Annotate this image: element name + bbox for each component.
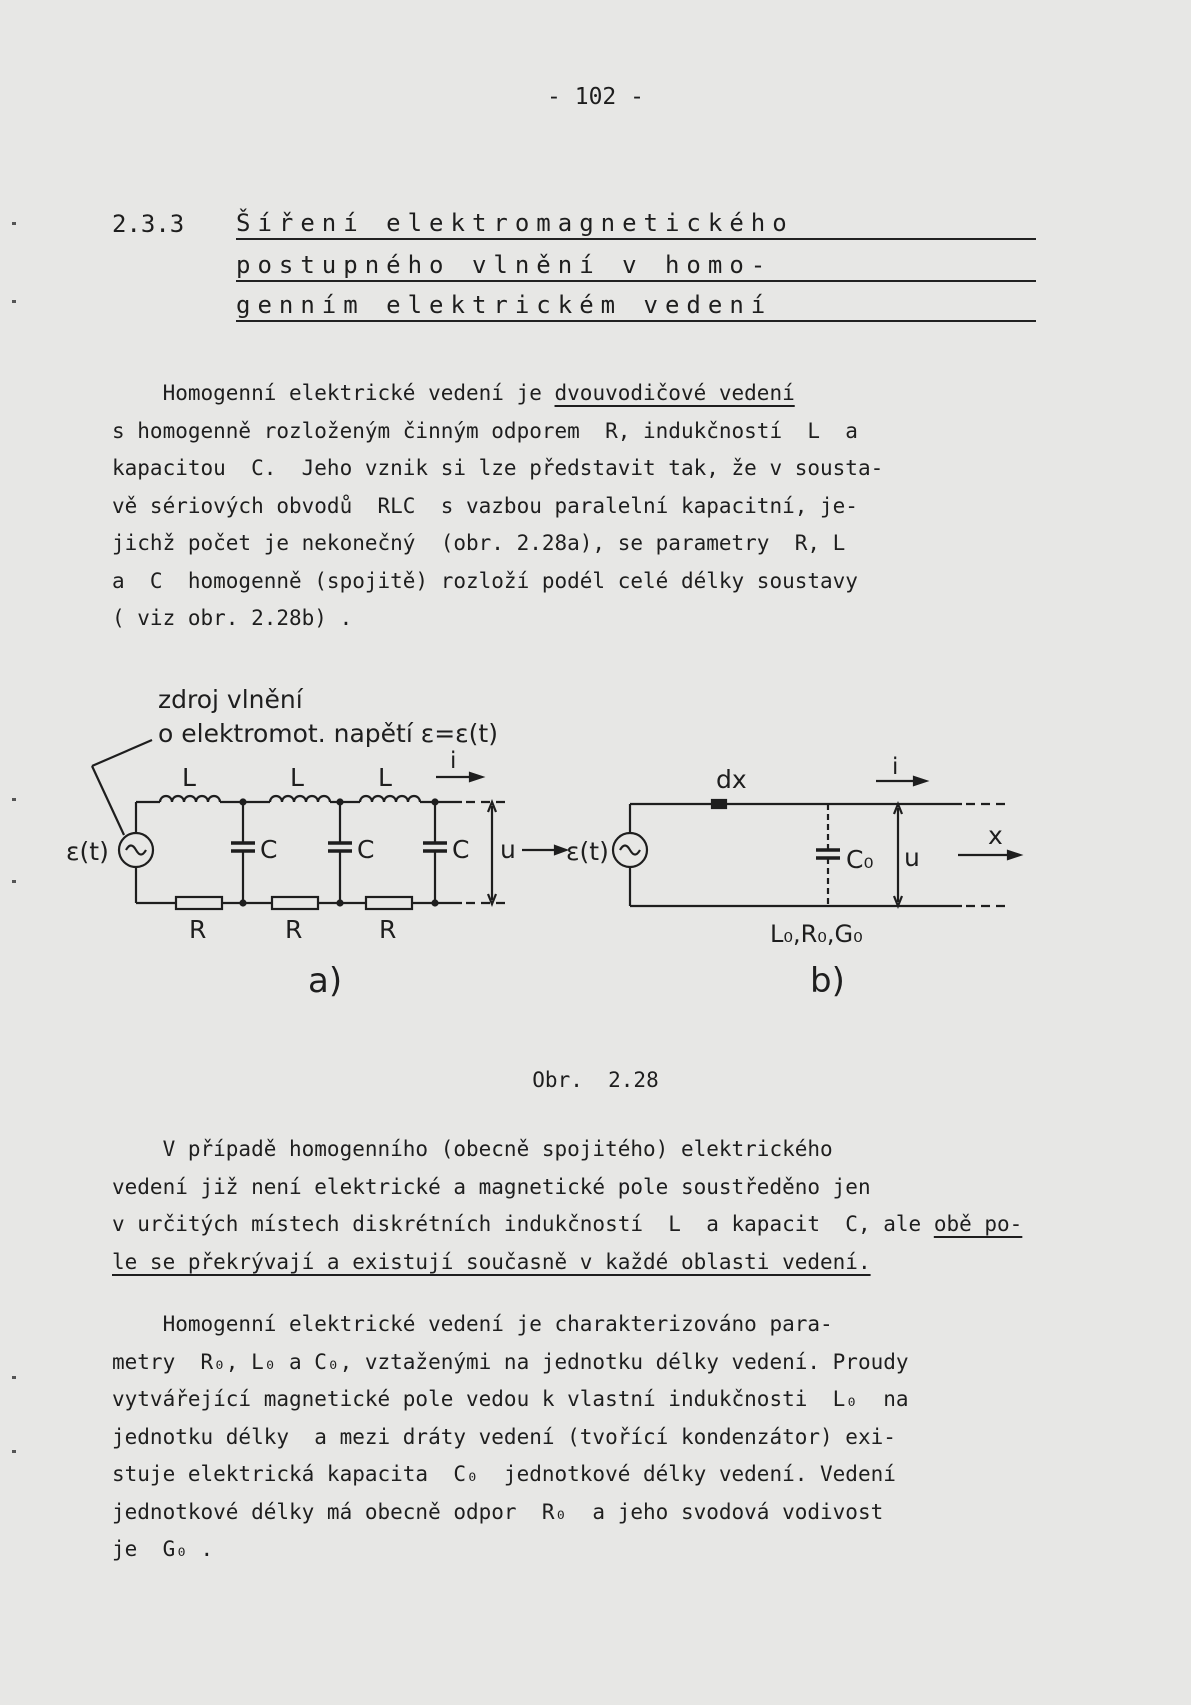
inductor-2 bbox=[270, 796, 330, 802]
scan-speck bbox=[12, 1450, 16, 1453]
junction-dot bbox=[241, 800, 246, 805]
paragraph-3 bbox=[112, 1306, 1072, 1569]
line-parameters-label: L₀,R₀,G₀ bbox=[770, 920, 863, 948]
paragraph-2-line-2: vedení již není elektrické a magnetické pole soustředěno jen bbox=[112, 1174, 871, 1199]
scan-speck bbox=[12, 1376, 16, 1379]
dx-element bbox=[712, 800, 726, 808]
paragraph-2 bbox=[112, 1131, 1072, 1281]
figure-b-label: b) bbox=[810, 961, 845, 1001]
emf-label-a: ε(t) bbox=[66, 837, 109, 866]
paragraph-1-line-1: Homogenní elektrické vedení je dvouvodičové vedení bbox=[112, 381, 795, 405]
source-label-1: zdroj vlnění bbox=[158, 685, 303, 714]
paragraph-1-line-5: jichž počet je nekonečný (obr. 2.28a), se parametry R, L bbox=[112, 531, 846, 555]
x-arrow-head bbox=[1008, 851, 1020, 859]
underlined-term: dvouvodičové vedení bbox=[554, 381, 795, 405]
paragraph-1-line-2: s homogenně rozloženým činným odporem R, indukčností L a bbox=[112, 418, 858, 443]
sine-symbol-b bbox=[620, 846, 640, 855]
figure-a-label: a) bbox=[308, 961, 343, 1001]
resistor-1 bbox=[176, 897, 222, 909]
paragraph-2-line-3: v určitých místech diskrétních indukčností L a kapacit C, ale obě po- bbox=[112, 1212, 1023, 1236]
paragraph-3-line-4: jednotku délky a mezi dráty vedení (tvořící kondenzátor) exi- bbox=[112, 1424, 896, 1449]
section-number: 2.3.3 bbox=[112, 210, 185, 238]
paragraph-3-line-7: je G₀ . bbox=[112, 1537, 214, 1561]
figure-2-28 bbox=[0, 660, 1191, 1020]
section-title-line-2: postupného vlnění v homo- bbox=[236, 250, 1036, 282]
underlined-phrase-start: obě po- bbox=[933, 1212, 1023, 1236]
resistor-3 bbox=[366, 897, 412, 909]
junction-dot bbox=[433, 800, 438, 805]
scan-speck bbox=[12, 222, 16, 225]
cap-b-label: C₀ bbox=[846, 845, 874, 874]
scan-speck bbox=[12, 880, 16, 883]
scan-speck bbox=[12, 300, 16, 303]
resistor-1-label: R bbox=[189, 915, 207, 944]
source-pointer-tail bbox=[92, 766, 124, 835]
current-arrow-a-head bbox=[470, 773, 482, 781]
junction-dot bbox=[241, 901, 246, 906]
paragraph-1-line-7: ( viz obr. 2.28b) . bbox=[112, 606, 353, 630]
inductor-1-label: L bbox=[182, 763, 196, 792]
cap-3-label: C bbox=[452, 835, 470, 864]
underlined-phrase-end: le se překrývají a existují současně v každé oblasti vedení. bbox=[112, 1249, 871, 1274]
source-label-2: o elektromot. napětí ε=ε(t) bbox=[158, 719, 498, 748]
voltage-label-a: u bbox=[500, 835, 516, 864]
sine-symbol-a bbox=[126, 846, 146, 855]
resistor-2-label: R bbox=[285, 915, 303, 944]
emf-label-b: ε(t) bbox=[566, 837, 609, 866]
junction-dot bbox=[433, 901, 438, 906]
cap-1-label: C bbox=[260, 835, 278, 864]
page-number: - 102 - bbox=[547, 84, 644, 110]
voltage-label-b: u bbox=[904, 843, 920, 872]
paragraph-3-line-2: metry R₀, L₀ a C₀, vztaženými na jednotku délky vedení. Proudy bbox=[112, 1349, 909, 1374]
paragraph-1 bbox=[112, 375, 1072, 638]
section-title-line-1: Šíření elektromagnetického bbox=[236, 208, 1036, 240]
section-title-line-3: genním elektrickém vedení bbox=[236, 290, 1036, 322]
paragraph-1-line-4: vě sériových obvodů RLC s vazbou paralelní kapacitní, je- bbox=[112, 493, 858, 518]
current-label-b: i bbox=[892, 754, 899, 780]
junction-dot bbox=[338, 800, 343, 805]
current-label-a: i bbox=[450, 748, 457, 774]
paragraph-2-line-4 bbox=[112, 1244, 1072, 1282]
paragraph-3-line-5: stuje elektrická kapacita C₀ jednotkové délky vedení. Vedení bbox=[112, 1462, 896, 1486]
scan-speck bbox=[12, 798, 16, 801]
paragraph-3-line-3: vytvářející magnetické pole vedou k vlastní indukčnosti L₀ na bbox=[112, 1387, 909, 1411]
source-pointer bbox=[92, 740, 152, 766]
inductor-3-label: L bbox=[378, 763, 392, 792]
current-arrow-b-head bbox=[914, 777, 926, 785]
cap-2-label: C bbox=[357, 835, 375, 864]
x-label: x bbox=[988, 821, 1003, 850]
dx-label: dx bbox=[716, 765, 747, 794]
junction-dot bbox=[338, 901, 343, 906]
paragraph-1-line-6: a C homogenně (spojitě) rozloží podél celé délky soustavy bbox=[112, 568, 858, 593]
resistor-2 bbox=[272, 897, 318, 909]
transition-arrow-head bbox=[555, 846, 566, 854]
paragraph-3-line-1: Homogenní elektrické vedení je charakterizováno para- bbox=[112, 1312, 833, 1336]
inductor-1 bbox=[160, 796, 220, 802]
inductor-2-label: L bbox=[290, 763, 304, 792]
paragraph-1-line-3: kapacitou C. Jeho vznik si lze představit tak, že v sousta- bbox=[112, 456, 884, 480]
paragraph-2-line-1: V případě homogenního (obecně spojitého) elektrického bbox=[112, 1137, 833, 1161]
figure-caption: Obr. 2.28 bbox=[532, 1068, 659, 1092]
resistor-3-label: R bbox=[379, 915, 397, 944]
inductor-3 bbox=[360, 796, 420, 802]
paragraph-3-line-6: jednotkové délky má obecně odpor R₀ a jeho svodová vodivost bbox=[112, 1499, 884, 1524]
